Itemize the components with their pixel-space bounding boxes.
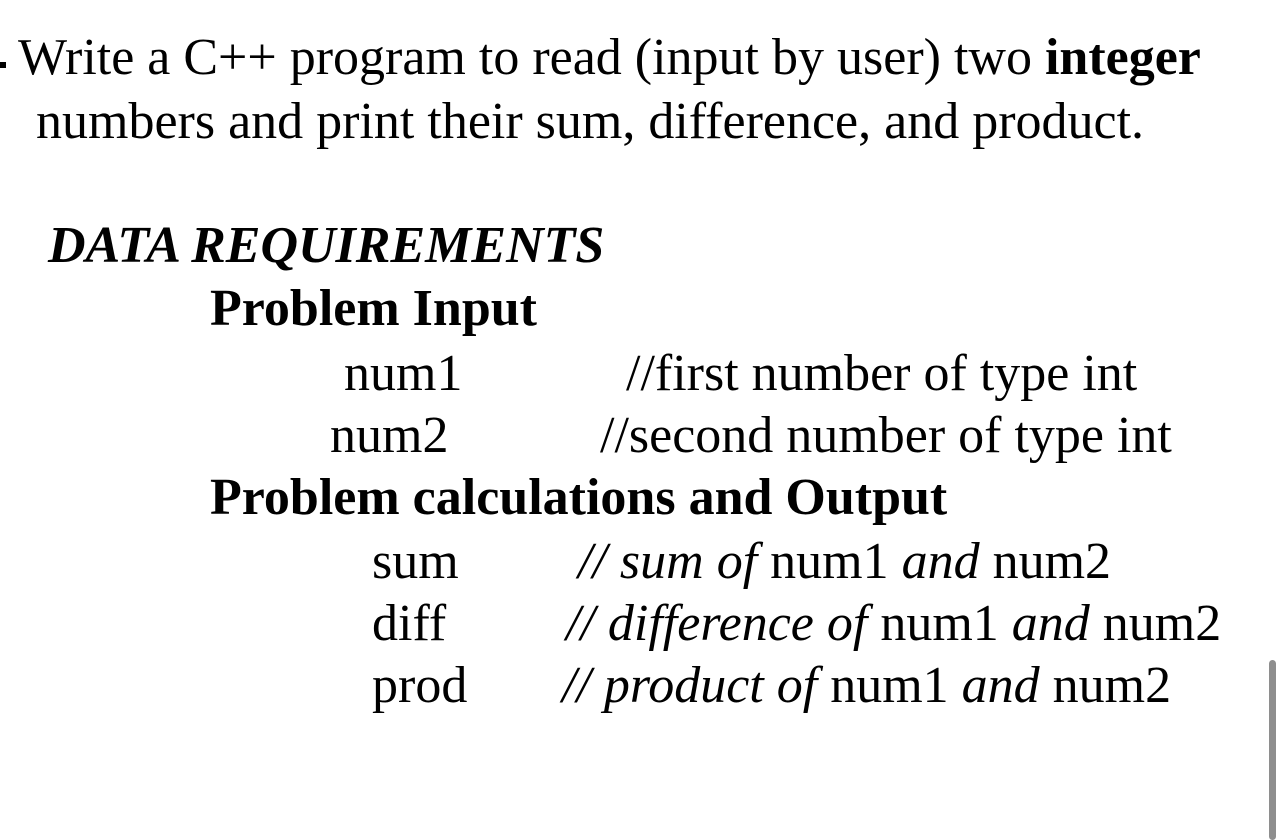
input-name-num2: num2 bbox=[330, 407, 449, 464]
input-name-num1: num1 bbox=[344, 345, 463, 402]
question-bold-word: integer bbox=[1044, 29, 1201, 86]
comment-var-b: num2 bbox=[1039, 657, 1172, 714]
comment-and: and bbox=[901, 533, 980, 590]
output-comment-prod bbox=[562, 657, 1172, 714]
vertical-scrollbar[interactable] bbox=[1269, 660, 1276, 840]
list-bullet bbox=[0, 62, 6, 68]
question-text: Write a C++ program to read (input by user) two bbox=[18, 29, 1045, 86]
comment-desc: sum of bbox=[619, 533, 758, 590]
comment-var-b: num2 bbox=[979, 533, 1112, 590]
output-comment-sum bbox=[578, 533, 1112, 590]
input-comment-num1: //first number of type int bbox=[626, 345, 1138, 402]
input-heading: Problem Input bbox=[210, 280, 537, 337]
comment-var-a: num1 bbox=[867, 595, 1012, 652]
input-comment-num2: //second number of type int bbox=[600, 407, 1172, 464]
comment-prefix: // bbox=[566, 595, 608, 652]
output-name-diff: diff bbox=[372, 595, 447, 652]
question-line-1 bbox=[18, 29, 1201, 86]
output-name-sum: sum bbox=[372, 533, 459, 590]
comment-and: and bbox=[1011, 595, 1090, 652]
comment-prefix: // bbox=[578, 533, 620, 590]
output-comment-diff bbox=[566, 595, 1222, 652]
comment-prefix: // bbox=[562, 657, 604, 714]
comment-var-a: num1 bbox=[817, 657, 962, 714]
comment-and: and bbox=[961, 657, 1040, 714]
output-heading: Problem calculations and Output bbox=[210, 469, 948, 526]
comment-var-b: num2 bbox=[1089, 595, 1222, 652]
output-name-prod: prod bbox=[372, 657, 468, 714]
comment-desc: difference of bbox=[607, 595, 868, 652]
section-heading: DATA REQUIREMENTS bbox=[48, 217, 605, 274]
question-line-2: numbers and print their sum, difference, and product. bbox=[36, 93, 1145, 150]
comment-var-a: num1 bbox=[757, 533, 902, 590]
comment-desc: product of bbox=[603, 657, 818, 714]
